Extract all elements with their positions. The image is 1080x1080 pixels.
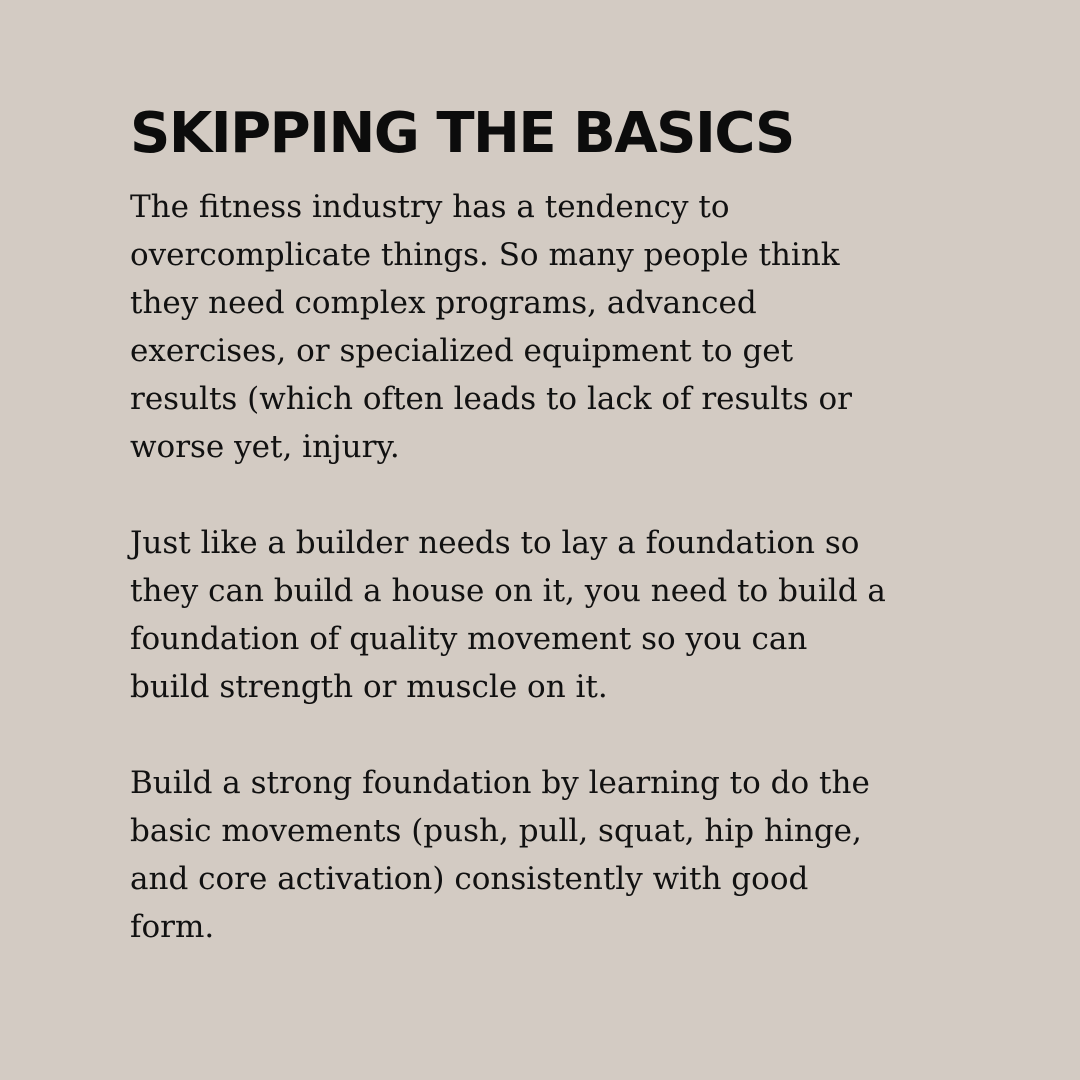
paragraph-line: they can build a house on it, you need to build a [130,573,886,609]
paragraph-line: worse yet, injury. [130,429,400,465]
paragraph-overcomplication [130,183,950,471]
paragraph-basic-movements [130,759,950,951]
paragraph-line: they need complex programs, advanced [130,285,757,321]
paragraph-line: Just like a builder needs to lay a foundation so [130,525,860,561]
paragraph-line: results (which often leads to lack of results or [130,381,852,417]
slide-content [130,98,950,951]
paragraph-builder-analogy [130,519,950,711]
paragraph-line: exercises, or specialized equipment to get [130,333,794,369]
paragraph-line: and core activation) consistently with good [130,861,809,897]
paragraph-line: The fitness industry has a tendency to [130,189,730,225]
paragraph-line: foundation of quality movement so you can [130,621,808,657]
paragraph-line: overcomplicate things. So many people think [130,237,840,273]
paragraph-line: Build a strong foundation by learning to do the [130,765,870,801]
slide-title: SKIPPING THE BASICS [130,101,794,166]
paragraph-line: build strength or muscle on it. [130,669,608,705]
paragraph-line: basic movements (push, pull, squat, hip hinge, [130,813,862,849]
paragraph-line: form. [130,909,215,945]
